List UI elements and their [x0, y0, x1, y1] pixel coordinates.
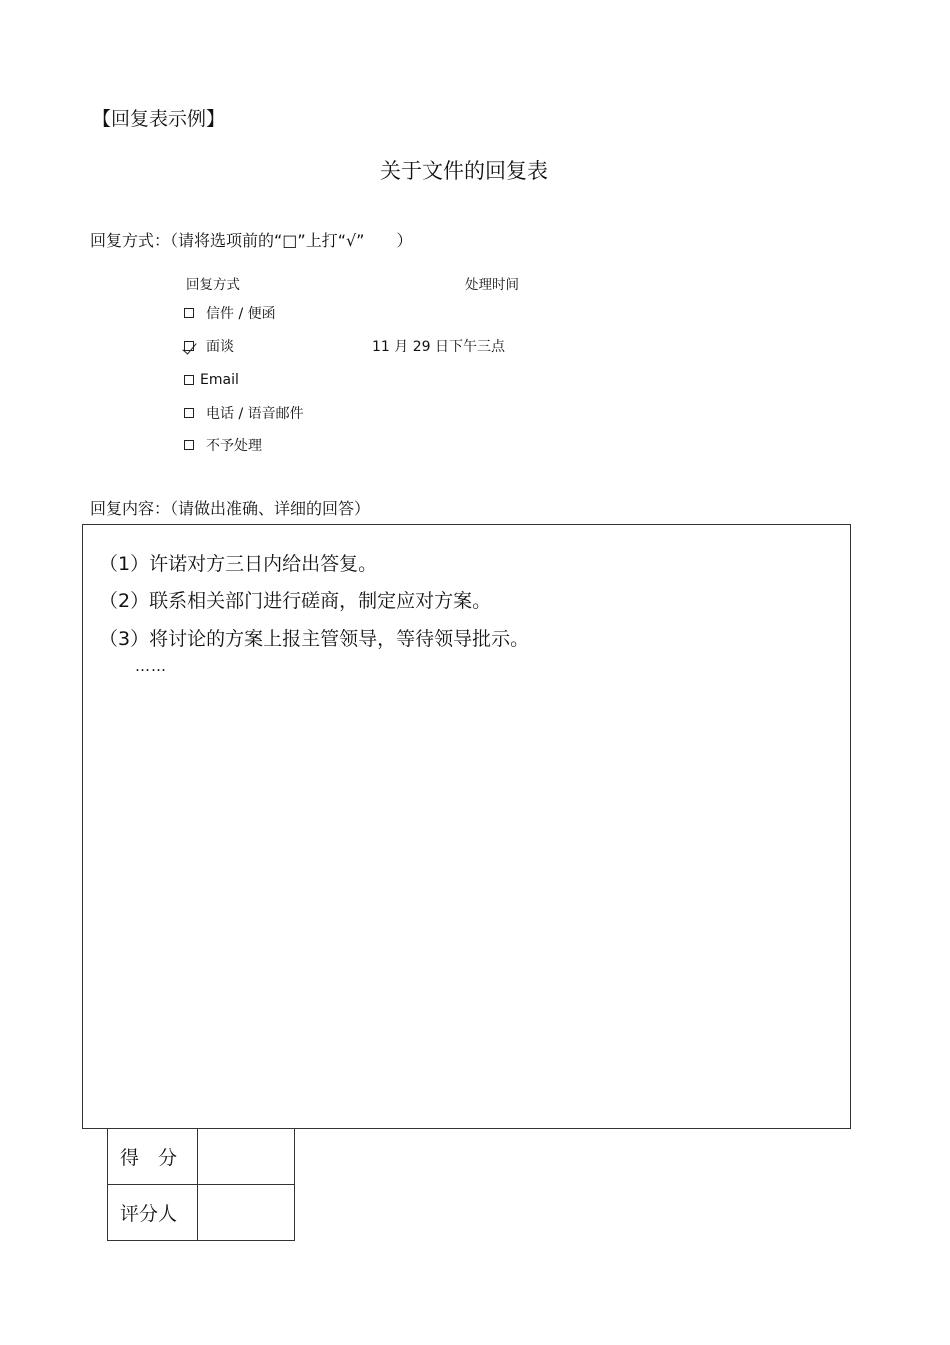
- example-tag: 【回复表示例】: [92, 108, 226, 130]
- processing-time-value: 11 月 29 日下午三点: [372, 339, 505, 355]
- checkbox[interactable]: [184, 375, 194, 385]
- grader-value-cell[interactable]: [198, 1185, 295, 1241]
- option-no-action[interactable]: [184, 435, 262, 455]
- score-table: [107, 1128, 295, 1241]
- reply-line-1: （1）许诺对方三日内给出答复。: [99, 553, 378, 575]
- column-header-time: 处理时间: [465, 277, 519, 293]
- option-label: Email: [200, 372, 239, 388]
- ellipsis: ……: [135, 657, 167, 675]
- option-email[interactable]: [184, 372, 239, 388]
- column-header-method: 回复方式: [186, 277, 240, 293]
- option-letter[interactable]: [184, 303, 276, 323]
- reply-line-2: （2）联系相关部门进行磋商，制定应对方案。: [99, 590, 492, 612]
- option-label: 信件 / 便函: [206, 306, 276, 322]
- reply-content-heading: 回复内容：（请做出准确、详细的回答）: [90, 499, 371, 518]
- score-label: 得 分: [108, 1129, 198, 1185]
- grader-row: [108, 1185, 295, 1241]
- score-value-cell[interactable]: [198, 1129, 295, 1185]
- checkbox[interactable]: [184, 440, 194, 450]
- checkbox[interactable]: [184, 308, 194, 318]
- document-title: 关于文件的回复表: [380, 159, 548, 183]
- reply-line-3: （3）将讨论的方案上报主管领导，等待领导批示。: [99, 628, 530, 650]
- score-row: [108, 1129, 295, 1185]
- checkbox[interactable]: [184, 408, 194, 418]
- option-phone[interactable]: [184, 403, 304, 423]
- reply-method-heading: 回复方式：（请将选项前的“□”上打“√” ）: [90, 231, 413, 250]
- grader-label: 评分人: [108, 1185, 198, 1241]
- checkbox-checked[interactable]: [184, 341, 194, 351]
- option-interview[interactable]: [184, 336, 234, 356]
- option-label: 电话 / 语音邮件: [206, 406, 304, 422]
- reply-content-box[interactable]: [82, 524, 851, 1129]
- option-label: 不予处理: [206, 438, 262, 454]
- option-label: 面谈: [206, 339, 234, 355]
